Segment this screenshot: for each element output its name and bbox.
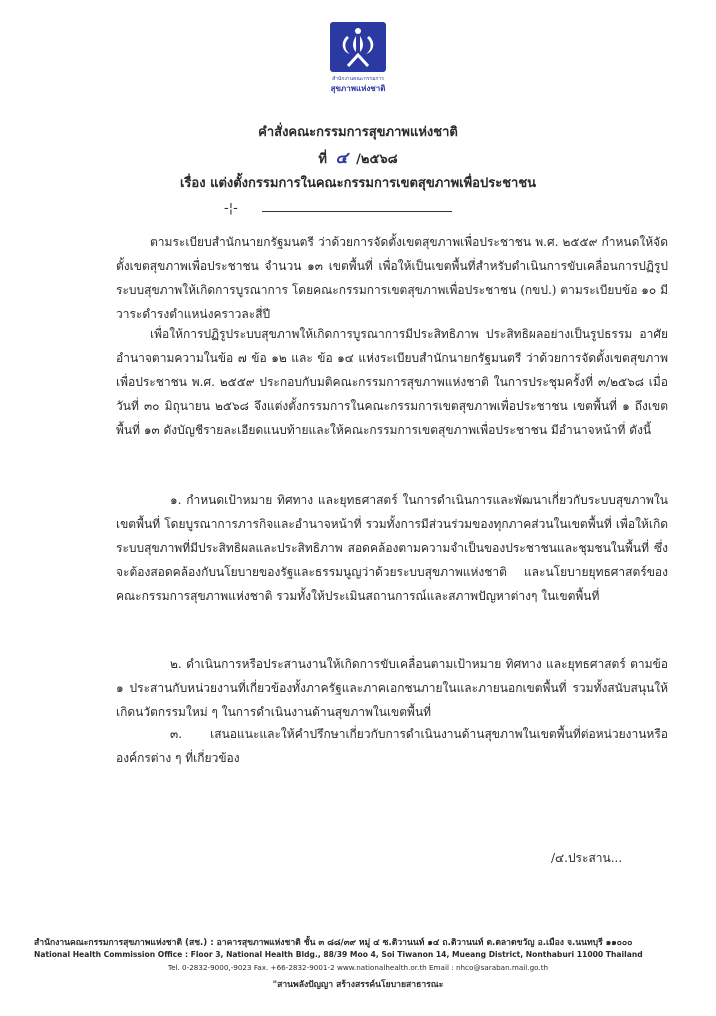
document-title: คำสั่งคณะกรรมการสุขภาพแห่งชาติ [258, 125, 458, 140]
paragraph-5 [116, 722, 668, 770]
number-handwritten: ๔ [335, 148, 348, 167]
nhco-logo [330, 22, 386, 92]
logo-emblem-icon [330, 22, 386, 72]
paragraph-4 [116, 652, 668, 724]
paragraph-5-text: ๓. เสนอแนะและให้คำปรึกษาเกี่ยวกับการดำเนินงานด้านสุขภาพในเขตพื้นที่ต่อหน่วยงานหรือองค์กรต่าง ๆ ที่เกี่ยวข้อง [116, 727, 668, 765]
paragraph-3 [116, 488, 668, 608]
footer-address-thai: สำนักงานคณะกรรมการสุขภาพแห่งชาติ (สช.) : อาคารสุขภาพแห่งชาติ ชั้น ๓ ๘๘/๓๙ หมู่ ๔ ซ.ติวานนท์ ๑๔ ถ.ติวานนท์ ต.ตลาดขวัญ อ.เมือง จ.นนทบุรี ๑๑๐๐๐ [34, 938, 633, 948]
document-number [0, 146, 716, 171]
logo-line-1: สำนักงานคณะกรรมการ [332, 76, 384, 82]
paragraph-1-text: ตามระเบียบสำนักนายกรัฐมนตรี ว่าด้วยการจัดตั้งเขตสุขภาพเพื่อประชาชน พ.ศ. ๒๕๕๙ กำหนดให้จัดตั้งเขตสุขภาพเพื่อประชาชน จำนวน ๑๓ เขตพื้นที่ เพื่อให้เป็นเขตพื้นที่สำหรับดำเนินการขับเคลื่อนการปฏิรูประบบสุขภาพให้เกิดการบูรณาการ โดยคณะกรรมการเขตสุขภาพเพื่อประชาชน (กขป.) ตามระเบียบข้อ ๑๐ มีวาระดำรงตำแหน่งคราวละสี่ปี [116, 235, 668, 321]
paragraph-1 [116, 230, 668, 326]
document-subject: เรื่อง แต่งตั้งกรรมการในคณะกรรมการเขตสุขภาพเพื่อประชาชน [179, 176, 537, 191]
footer-contact: Tel. 0-2832-9000,-9023 Fax. +66-2832-9001-2 www.nationalhealth.or.th Email : nhco@saraban.mail.go.th [167, 963, 549, 972]
logo-line-2: สุขภาพแห่งชาติ [330, 84, 386, 93]
paragraph-2-text: เพื่อให้การปฏิรูประบบสุขภาพให้เกิดการบูรณาการมีประสิทธิภาพ ประสิทธิผลอย่างเป็นรูปธรรม อาศัยอำนาจตามความในข้อ ๗ ข้อ ๑๒ และ ข้อ ๑๔ แห่งระเบียบสำนักนายกรัฐมนตรี ว่าด้วยการจัดตั้งเขตสุขภาพเพื่อประชาชน พ.ศ. ๒๕๕๙ ประกอบกับมติคณะกรรมการสุขภาพแห่งชาติ ในการประชุมครั้งที่ ๓/๒๕๖๘ เมื่อวันที่ ๓๐ มิถุนายน ๒๕๖๘ จึงแต่งตั้งกรรมการในคณะกรรมการเขตสุขภาพเพื่อประชาชน เขตพื้นที่ ๑ ถึงเขตพื้นที่ ๑๓ ดังบัญชีรายละเอียดแนบท้ายและให้คณะกรรมการเขตสุขภาพเพื่อประชาชน มีอำนาจหน้าที่ ดังนี้ [116, 327, 668, 437]
paragraph-2 [116, 322, 668, 442]
logo-text [330, 75, 386, 93]
footer-address-english: National Health Commission Office : Floor 3, National Health Bldg., 88/39 Moo 4, Soi Tiwanon 14, Mueang District, Nonthaburi 11000 Thailand [34, 950, 643, 959]
number-prefix: ที่ [318, 152, 327, 167]
number-suffix: /๒๕๖๘ [356, 152, 398, 167]
paragraph-4-text: ๒. ดำเนินการหรือประสานงานให้เกิดการขับเคลื่อนตามเป้าหมาย ทิศทาง และยุทธศาสตร์ ตามข้อ ๑ ประสานกับหน่วยงานที่เกี่ยวข้องทั้งภาครัฐและภาคเอกชนภายในและภายนอกเขตพื้นที่ รวมทั้งสนับสนุนให้เกิดนวัตกรรมใหม่ ๆ ในการดำเนินงานด้านสุขภาพในเขตพื้นที่ [116, 657, 668, 719]
continuation-note: /๔.ประสาน... [551, 851, 623, 865]
divider-line [262, 211, 452, 212]
paragraph-3-text: ๑. กำหนดเป้าหมาย ทิศทาง และยุทธศาสตร์ ในการดำเนินการและพัฒนาเกี่ยวกับระบบสุขภาพในเขตพื้นที่ โดยบูรณาการภารกิจและอำนาจหน้าที่ รวมทั้งการมีส่วนร่วมของทุกภาคส่วนในเขตพื้นที่ เพื่อให้เกิดระบบสุขภาพที่มีประสิทธิผลและประสิทธิภาพ สอดคล้องตามความจำเป็นของประชาชนและชุมชนในพื้นที่ ซึ่งจะต้องสอดคล้องกับนโยบายของรัฐและธรรมนูญว่าด้วยระบบสุขภาพแห่งชาติ และนโยบายยุทธศาสตร์ของคณะกรรมการสุขภาพแห่งชาติ รวมทั้งให้ประเมินสถานการณ์และสภาพปัญหาต่างๆ ในเขตพื้นที่ [116, 493, 668, 603]
footer-slogan: "สานพลังปัญญา สร้างสรรค์นโยบายสาธารณะ [272, 980, 444, 990]
divider-mark: -¦- [224, 201, 238, 216]
